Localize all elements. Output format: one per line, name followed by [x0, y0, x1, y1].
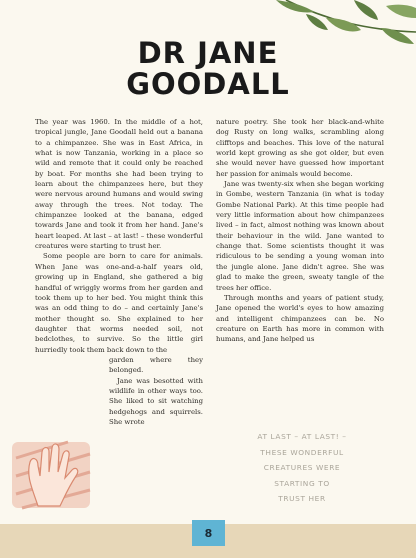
hand-illustration: [8, 436, 94, 512]
pull-quote-line: AT LAST – AT LAST! –: [257, 432, 347, 441]
pull-quote-line: STARTING TO: [274, 478, 330, 488]
right-text-column: [216, 117, 384, 345]
paragraph: The year was 1960. In the middle of a hot, tropical jungle, Jane Goodall held out a banana to a chimpanzee. She was in East Africa, in what is now Tanzania, working in a place so wild and remote that it could only be reached by boat. For months she had been trying to learn about the chimpanzees here, but they were nervous around humans and would swing away through the trees. Not today. The chimpanzee looked at the banana, edged towards Jane and took it from her hand. Jane's heart leaped. At last – at last! – these wonderful creatures were starting to trust her.: [35, 118, 203, 251]
title-line-1: DR JANE: [137, 36, 279, 70]
paragraph: Some people are born to care for animals. When Jane was one-and-a-half years old, growing up in England, she gathered a big handful of wriggly worms from her garden and took them up to her bed. You might think this was an odd thing to do – and certainly Jane's mother thought so. She explained to her daughter that worms needed soil, not bedclothes, to survive. So the little girl hurriedly took them back down to the: [35, 252, 203, 354]
paragraph-continuation: garden where they belonged.: [109, 355, 203, 375]
title-line-2: GOODALL: [126, 67, 290, 101]
paragraph: Through months and years of patient study, Jane opened the world's eyes to how amazing and intelligent chimpanzees can be. No creature on Earth has more in common with humans, and Jane helped us: [216, 293, 384, 344]
left-text-column: [35, 117, 203, 427]
pull-quote-line: CREATURES WERE: [263, 463, 341, 472]
paragraph: nature poetry. She took her black-and-white dog Rusty on long walks, scrambling along clifftops and beaches. This love of the natural world kept growing as she got older, but even she would never have guessed how important her passion for animals would become.: [216, 118, 384, 178]
wrapped-text-block: [109, 355, 203, 427]
page-number: 8: [192, 520, 225, 546]
paragraph: Jane was besotted with wildlife in other ways too. She liked to sit watching hedgehogs and squirrels. She wrote: [109, 376, 203, 426]
paragraph: Jane was twenty-six when she began working in Gombe, western Tanzania (in what is today Gombe National Park). At this time people had very little information about how chimpanzees lived – in fact, almost nothing was known about their behaviour in the wild. Jane wanted to change that. Some scientists thought it was ridiculous to be sending a young woman into the jungle alone. Jane didn't agree. She was glad to make the green, sweaty tangle of the trees her office.: [216, 180, 384, 292]
page-title: [0, 38, 416, 100]
pull-quote-line: TRUST HER: [278, 494, 326, 503]
pull-quote-line: THESE WONDERFUL: [260, 447, 344, 457]
pull-quote: [232, 429, 372, 507]
